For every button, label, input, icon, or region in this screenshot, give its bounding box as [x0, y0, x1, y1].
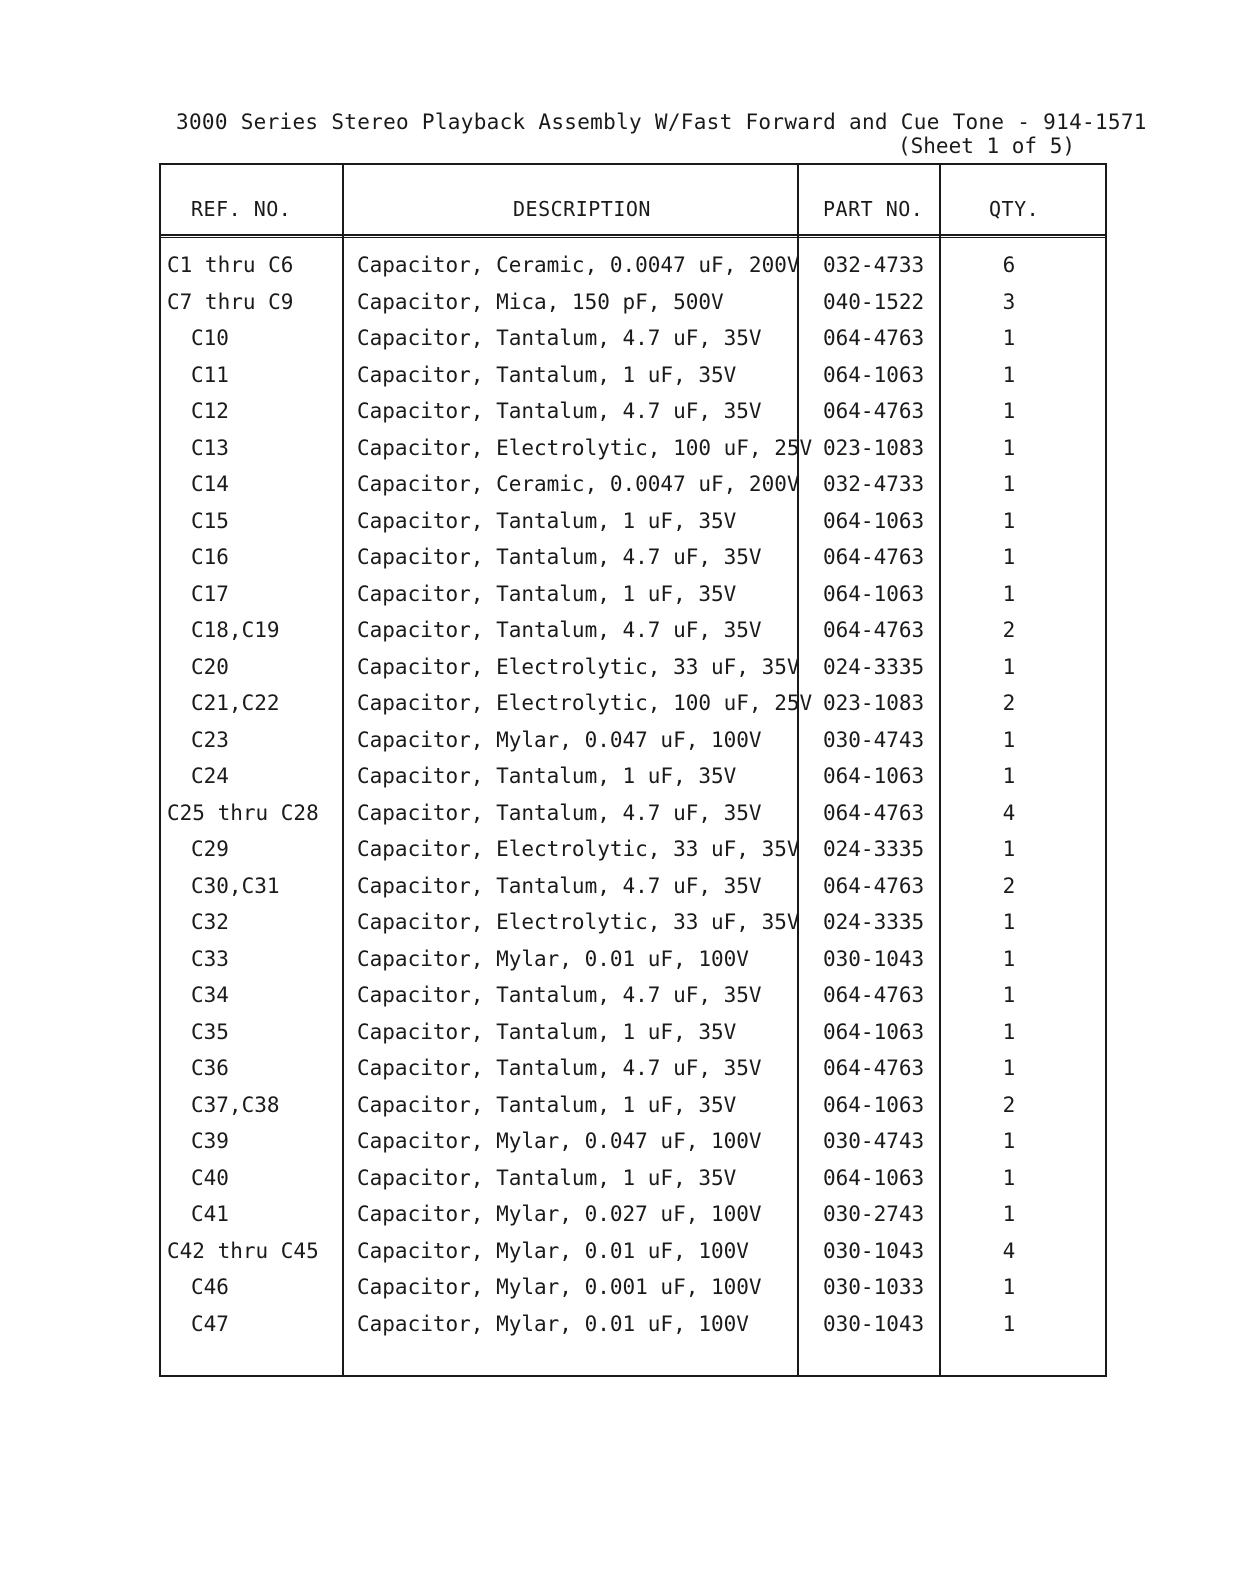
ref-cell: C33	[191, 946, 229, 971]
description-cell: Capacitor, Mylar, 0.01 uF, 100V	[357, 1238, 749, 1263]
table-row	[161, 1166, 1105, 1203]
part-number-cell: 024-3335	[823, 910, 925, 934]
description-cell: Capacitor, Tantalum, 4.7 uF, 35V	[357, 399, 762, 423]
table-row	[161, 545, 1105, 582]
table-row	[161, 1093, 1105, 1130]
quantity-cell: 1	[1002, 654, 1016, 679]
part-number-cell: 030-1043	[823, 946, 925, 971]
table-row	[161, 910, 1105, 947]
quantity-cell: 1	[1002, 727, 1016, 752]
quantity-cell: 1	[1002, 581, 1016, 606]
sheet-indicator: (Sheet 1 of 5)	[898, 134, 1076, 158]
part-number-cell: 023-1083	[823, 435, 925, 460]
ref-cell: C25 thru C28	[167, 800, 319, 825]
ref-cell: C46	[191, 1275, 229, 1299]
description-cell: Capacitor, Mylar, 0.01 uF, 100V	[357, 1311, 749, 1336]
ref-cell: C32	[191, 910, 229, 934]
table-row	[161, 1202, 1105, 1239]
description-cell: Capacitor, Tantalum, 4.7 uF, 35V	[357, 618, 762, 642]
column-header-part-no: PART NO.	[823, 197, 924, 221]
table-body	[161, 253, 1105, 1348]
ref-cell: C47	[191, 1311, 229, 1336]
table-row	[161, 1020, 1105, 1057]
quantity-cell: 1	[1002, 983, 1016, 1007]
description-cell: Capacitor, Electrolytic, 100 uF, 25V	[357, 691, 813, 715]
description-cell: Capacitor, Mylar, 0.047 uF, 100V	[357, 727, 762, 752]
column-header-qty: QTY.	[989, 197, 1040, 221]
part-number-cell: 064-4763	[823, 545, 925, 569]
table-row	[161, 326, 1105, 363]
ref-cell: C16	[191, 545, 229, 569]
part-number-cell: 064-4763	[823, 1056, 925, 1080]
ref-cell: C15	[191, 508, 229, 533]
table-row	[161, 1312, 1105, 1349]
description-cell: Capacitor, Electrolytic, 33 uF, 35V	[357, 837, 800, 861]
description-cell: Capacitor, Electrolytic, 33 uF, 35V	[357, 654, 800, 679]
description-cell: Capacitor, Mylar, 0.027 uF, 100V	[357, 1202, 762, 1226]
ref-cell: C13	[191, 435, 229, 460]
quantity-cell: 1	[1002, 399, 1016, 423]
ref-cell: C10	[191, 326, 229, 350]
table-row	[161, 1239, 1105, 1276]
description-cell: Capacitor, Tantalum, 4.7 uF, 35V	[357, 983, 762, 1007]
quantity-cell: 1	[1002, 910, 1016, 934]
part-number-cell: 030-1043	[823, 1311, 925, 1336]
description-cell: Capacitor, Tantalum, 1 uF, 35V	[357, 581, 737, 606]
table-row	[161, 363, 1105, 400]
part-number-cell: 030-1043	[823, 1238, 925, 1263]
table-row	[161, 436, 1105, 473]
part-number-cell: 064-4763	[823, 399, 925, 423]
part-number-cell: 064-4763	[823, 326, 925, 350]
table-row	[161, 983, 1105, 1020]
table-row	[161, 618, 1105, 655]
document-title: 3000 Series Stereo Playback Assembly W/Fast Forward and Cue Tone - 914-1571	[176, 110, 1147, 134]
table-row	[161, 582, 1105, 619]
table-row	[161, 253, 1105, 290]
table-row	[161, 290, 1105, 327]
quantity-cell: 1	[1002, 764, 1016, 788]
part-number-cell: 024-3335	[823, 837, 925, 861]
part-number-cell: 064-1063	[823, 764, 925, 788]
part-number-cell: 032-4733	[823, 472, 925, 496]
ref-cell: C7 thru C9	[167, 289, 294, 314]
ref-cell: C23	[191, 727, 229, 752]
part-number-cell: 064-1063	[823, 362, 925, 387]
part-number-cell: 064-1063	[823, 1165, 925, 1190]
ref-cell: C40	[191, 1165, 229, 1190]
ref-cell: C12	[191, 399, 229, 423]
quantity-cell: 4	[1002, 1238, 1016, 1263]
part-number-cell: 064-4763	[823, 983, 925, 1007]
quantity-cell: 1	[1002, 545, 1016, 569]
quantity-cell: 2	[1002, 1092, 1016, 1117]
part-number-cell: 030-4743	[823, 727, 925, 752]
quantity-cell: 1	[1002, 326, 1016, 350]
quantity-cell: 1	[1002, 362, 1016, 387]
column-header-description: DESCRIPTION	[513, 197, 651, 221]
part-number-cell: 030-2743	[823, 1202, 925, 1226]
part-number-cell: 030-4743	[823, 1129, 925, 1153]
description-cell: Capacitor, Tantalum, 1 uF, 35V	[357, 1165, 737, 1190]
ref-cell: C1 thru C6	[167, 253, 294, 277]
table-row	[161, 691, 1105, 728]
ref-cell: C21,C22	[191, 691, 280, 715]
description-cell: Capacitor, Mylar, 0.001 uF, 100V	[357, 1275, 762, 1299]
table-row	[161, 837, 1105, 874]
ref-cell: C24	[191, 764, 229, 788]
table-row	[161, 1056, 1105, 1093]
ref-cell: C41	[191, 1202, 229, 1226]
quantity-cell: 1	[1002, 508, 1016, 533]
quantity-cell: 1	[1002, 946, 1016, 971]
ref-cell: C29	[191, 837, 229, 861]
ref-cell: C11	[191, 362, 229, 387]
description-cell: Capacitor, Mylar, 0.047 uF, 100V	[357, 1129, 762, 1153]
part-number-cell: 040-1522	[823, 289, 925, 314]
quantity-cell: 1	[1002, 1275, 1016, 1299]
ref-cell: C35	[191, 1019, 229, 1044]
ref-cell: C37,C38	[191, 1092, 280, 1117]
parts-table	[159, 163, 1107, 1377]
quantity-cell: 1	[1002, 1056, 1016, 1080]
quantity-cell: 4	[1002, 800, 1016, 825]
part-number-cell: 023-1083	[823, 691, 925, 715]
table-row	[161, 472, 1105, 509]
ref-cell: C17	[191, 581, 229, 606]
ref-cell: C42 thru C45	[167, 1238, 319, 1263]
quantity-cell: 1	[1002, 435, 1016, 460]
table-row	[161, 874, 1105, 911]
header-divider-double	[161, 237, 1105, 238]
part-number-cell: 064-4763	[823, 800, 925, 825]
quantity-cell: 1	[1002, 1165, 1016, 1190]
description-cell: Capacitor, Mica, 150 pF, 500V	[357, 289, 724, 314]
description-cell: Capacitor, Tantalum, 1 uF, 35V	[357, 764, 737, 788]
part-number-cell: 064-1063	[823, 1019, 925, 1044]
description-cell: Capacitor, Electrolytic, 33 uF, 35V	[357, 910, 800, 934]
description-cell: Capacitor, Ceramic, 0.0047 uF, 200V	[357, 472, 800, 496]
ref-cell: C18,C19	[191, 618, 280, 642]
description-cell: Capacitor, Tantalum, 1 uF, 35V	[357, 362, 737, 387]
quantity-cell: 2	[1002, 618, 1016, 642]
part-number-cell: 064-1063	[823, 1092, 925, 1117]
quantity-cell: 1	[1002, 1019, 1016, 1044]
table-row	[161, 1129, 1105, 1166]
description-cell: Capacitor, Tantalum, 4.7 uF, 35V	[357, 873, 762, 898]
table-row	[161, 801, 1105, 838]
part-number-cell: 064-4763	[823, 618, 925, 642]
table-row	[161, 509, 1105, 546]
description-cell: Capacitor, Tantalum, 4.7 uF, 35V	[357, 1056, 762, 1080]
table-row	[161, 947, 1105, 984]
description-cell: Capacitor, Tantalum, 1 uF, 35V	[357, 1019, 737, 1044]
part-number-cell: 064-1063	[823, 581, 925, 606]
quantity-cell: 2	[1002, 691, 1016, 715]
quantity-cell: 2	[1002, 873, 1016, 898]
ref-cell: C30,C31	[191, 873, 280, 898]
description-cell: Capacitor, Tantalum, 4.7 uF, 35V	[357, 800, 762, 825]
table-row	[161, 399, 1105, 436]
part-number-cell: 024-3335	[823, 654, 925, 679]
ref-cell: C20	[191, 654, 229, 679]
description-cell: Capacitor, Mylar, 0.01 uF, 100V	[357, 946, 749, 971]
ref-cell: C36	[191, 1056, 229, 1080]
table-row	[161, 764, 1105, 801]
quantity-cell: 1	[1002, 1202, 1016, 1226]
description-cell: Capacitor, Tantalum, 1 uF, 35V	[357, 1092, 737, 1117]
ref-cell: C39	[191, 1129, 229, 1153]
quantity-cell: 6	[1002, 253, 1016, 277]
part-number-cell: 030-1033	[823, 1275, 925, 1299]
description-cell: Capacitor, Tantalum, 4.7 uF, 35V	[357, 545, 762, 569]
table-row	[161, 655, 1105, 692]
description-cell: Capacitor, Ceramic, 0.0047 uF, 200V	[357, 253, 800, 277]
description-cell: Capacitor, Tantalum, 4.7 uF, 35V	[357, 326, 762, 350]
header-divider	[161, 234, 1105, 236]
quantity-cell: 1	[1002, 1129, 1016, 1153]
part-number-cell: 064-4763	[823, 873, 925, 898]
column-header-ref: REF. NO.	[191, 197, 292, 221]
part-number-cell: 032-4733	[823, 253, 925, 277]
part-number-cell: 064-1063	[823, 508, 925, 533]
quantity-cell: 1	[1002, 472, 1016, 496]
quantity-cell: 1	[1002, 837, 1016, 861]
table-row	[161, 728, 1105, 765]
description-cell: Capacitor, Electrolytic, 100 uF, 25V	[357, 435, 813, 460]
quantity-cell: 3	[1002, 289, 1016, 314]
description-cell: Capacitor, Tantalum, 1 uF, 35V	[357, 508, 737, 533]
table-row	[161, 1275, 1105, 1312]
ref-cell: C34	[191, 983, 229, 1007]
ref-cell: C14	[191, 472, 229, 496]
quantity-cell: 1	[1002, 1311, 1016, 1336]
